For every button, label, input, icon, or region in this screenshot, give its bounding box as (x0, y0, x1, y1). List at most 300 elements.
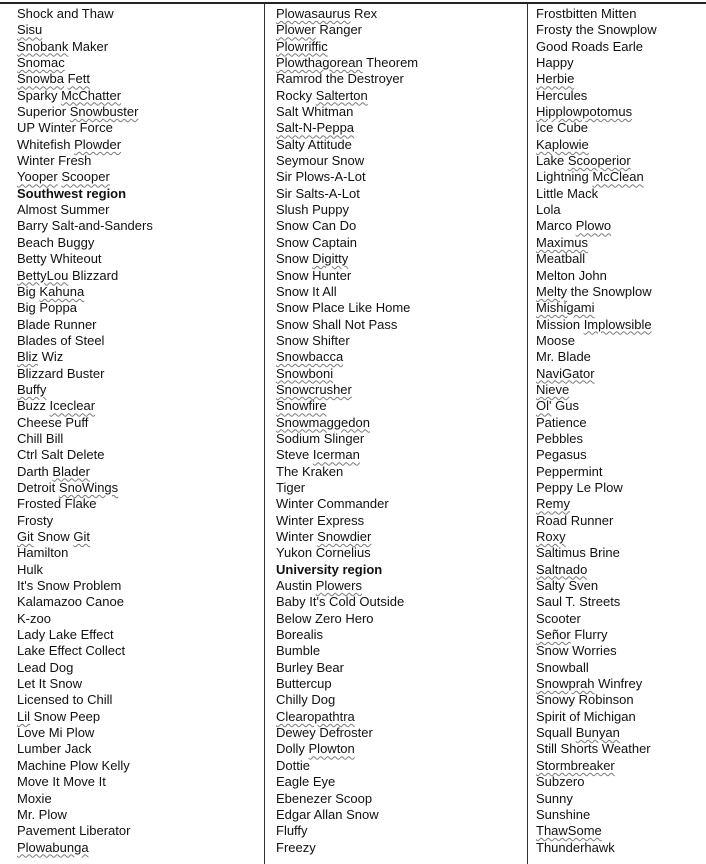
list-item (17, 643, 261, 659)
spellcheck-flagged-word: SnoWings (58, 479, 119, 495)
spellcheck-flagged-word: Git (73, 529, 90, 544)
column-divider-1 (264, 4, 265, 864)
spellcheck-flagged-word: Snomac (17, 55, 65, 71)
list-item (276, 104, 524, 120)
list-item (536, 120, 704, 136)
name-text: Tiger (276, 479, 306, 495)
name-text: Snow It All (276, 283, 337, 299)
name-text: Snow Captain (276, 234, 357, 250)
name-text: Snow Shall Not Pass (276, 316, 398, 332)
list-item (276, 284, 524, 300)
list-item (17, 709, 261, 725)
region-heading (276, 562, 524, 578)
name-text: Betty Whiteout (17, 251, 102, 267)
list-item (276, 529, 524, 545)
list-item (276, 39, 524, 55)
list-item (276, 578, 524, 594)
name-text: Dewey Defroster (276, 725, 373, 741)
name-text: Snow Worries (536, 643, 617, 659)
name-text: Slush Puppy (276, 202, 349, 218)
name-text: Hamilton (17, 545, 69, 561)
list-item (276, 88, 524, 104)
spellcheck-flagged-word: Mishigami (536, 300, 595, 316)
list-item (17, 39, 261, 55)
list-item (536, 333, 704, 349)
name-text: Winter Express (276, 512, 365, 528)
list-item (17, 807, 261, 823)
list-item (276, 660, 524, 676)
spellcheck-flagged-word: Scooper (61, 169, 110, 185)
list-item (536, 513, 704, 529)
list-item (276, 447, 524, 463)
name-text: Squall (536, 725, 576, 741)
name-text: Peppermint (536, 463, 603, 479)
list-item (276, 398, 524, 414)
list-item (17, 169, 261, 185)
spellcheck-flagged-word: BettyLou (17, 267, 69, 283)
list-item (276, 251, 524, 267)
name-text: Salty Sven (536, 578, 599, 594)
name-text: Lead Dog (17, 659, 74, 675)
spellcheck-flagged-word: Icerman (312, 447, 360, 463)
spellcheck-flagged-word: Snowba (17, 71, 64, 87)
name-text: Mission (536, 316, 584, 332)
spellcheck-flagged-word: Yooper (17, 169, 58, 185)
spellcheck-flagged-word: Ol' (536, 398, 552, 414)
list-item (276, 382, 524, 398)
name-text: Winter (276, 529, 318, 544)
name-text: Barry Salt-and-Sanders (17, 218, 153, 234)
list-item (17, 496, 261, 512)
list-item (536, 741, 704, 757)
spellcheck-flagged-word: Snowfire (276, 398, 327, 414)
list-item (536, 22, 704, 38)
list-item (17, 218, 261, 234)
name-text: Sir Plows-A-Lot (276, 169, 366, 185)
spellcheck-flagged-word: Lil (17, 708, 31, 724)
name-text: K-zoo (17, 610, 51, 626)
list-item (536, 169, 704, 185)
list-item (536, 758, 704, 774)
list-item (17, 545, 261, 561)
list-item (276, 791, 524, 807)
name-text: Lake (536, 153, 568, 169)
list-item (17, 611, 261, 627)
name-text: Hercules (536, 87, 588, 103)
spellcheck-flagged-word: McChatter (61, 87, 122, 103)
name-text: Ebenezer Scoop (276, 790, 373, 806)
name-text: Eagle Eye (276, 774, 336, 790)
list-item (17, 447, 261, 463)
list-item (276, 725, 524, 741)
name-text: Snow Peep (30, 708, 101, 724)
list-item (276, 594, 524, 610)
name-text: Fluffy (276, 823, 308, 839)
name-text: Sodium Slinger (276, 430, 365, 446)
list-item (276, 137, 524, 153)
list-item (17, 464, 261, 480)
name-text: Austin (276, 578, 316, 594)
name-text: Theorem (362, 55, 419, 71)
name-text: the Snowplow (567, 283, 652, 299)
spellcheck-flagged-word: Kaplowie (536, 136, 589, 152)
spellcheck-flagged-word: ThawSome (536, 823, 602, 839)
name-text: Sunny (536, 790, 573, 806)
list-item (536, 627, 704, 643)
name-text: Pegasus (536, 447, 587, 463)
name-text: UP Winter Force (17, 120, 113, 136)
list-item (276, 366, 524, 382)
list-item (536, 545, 704, 561)
name-text: Ranger (315, 22, 362, 38)
name-text: Shock and Thaw (17, 6, 114, 21)
list-item (536, 611, 704, 627)
list-item (536, 823, 704, 839)
spellcheck-flagged-word: Snowcrusher (276, 381, 352, 397)
list-item (276, 676, 524, 692)
name-text: Snow Shifter (276, 332, 350, 348)
list-item (17, 6, 261, 22)
column-divider-2 (527, 4, 528, 864)
name-text: Lake Effect Collect (17, 643, 126, 659)
name-text: Moxie (17, 790, 52, 806)
list-item (536, 186, 704, 202)
name-text: Little Mack (536, 185, 599, 201)
list-item (17, 823, 261, 839)
name-text: Rex (350, 6, 378, 21)
spellcheck-flagged-word: Maximus (536, 234, 589, 250)
name-text: Melton John (536, 267, 607, 283)
name-text: Buzz (17, 398, 50, 414)
spellcheck-flagged-word: Snobank (17, 38, 69, 54)
list-item (536, 55, 704, 71)
spellcheck-flagged-word: Hipplowpotomus (536, 104, 633, 120)
name-text: Whitefish (17, 136, 75, 152)
name-text: Sparky (17, 87, 62, 103)
spellcheck-flagged-word: NaviGator (536, 365, 595, 381)
spellcheck-flagged-word: Plowers (315, 578, 362, 594)
list-item (17, 774, 261, 790)
spellcheck-flagged-word: Plowasaurus (276, 6, 351, 21)
name-text: Subzero (536, 774, 585, 790)
spellcheck-flagged-word: Roxy (536, 529, 566, 544)
name-text: Ramrod the Destroyer (276, 71, 404, 87)
list-item (276, 120, 524, 136)
list-item (536, 431, 704, 447)
list-item (536, 251, 704, 267)
name-text: It's Snow Problem (17, 578, 122, 594)
name-text: Happy (536, 55, 574, 71)
name-text: Southwest region (17, 185, 127, 201)
spellcheck-flagged-word: Snowmaggedon (276, 414, 370, 430)
list-item (17, 431, 261, 447)
name-text: Edgar Allan Snow (276, 806, 379, 822)
list-item (536, 562, 704, 578)
spellcheck-flagged-word: Snowboni (276, 365, 334, 381)
name-text: Cheese Puff (17, 414, 89, 430)
name-text: Dolly (276, 741, 309, 757)
name-text: Winfrey (594, 676, 643, 692)
list-item (536, 594, 704, 610)
name-text: Machine Plow Kelly (17, 757, 130, 773)
list-item (17, 55, 261, 71)
list-item (17, 284, 261, 300)
region-heading (17, 186, 261, 202)
name-text: Wiz (37, 349, 64, 365)
name-text: Patience (536, 414, 587, 430)
list-item (536, 791, 704, 807)
list-item (17, 676, 261, 692)
spellcheck-flagged-word: Plowriffic (276, 38, 328, 54)
name-text: Snow Hunter (276, 267, 352, 283)
spellcheck-flagged-word: Herbie (536, 71, 575, 87)
list-item (17, 692, 261, 708)
spellcheck-flagged-word: Plowder (74, 136, 122, 152)
name-text: Good Roads Earle (536, 38, 643, 54)
spellcheck-flagged-word: Saltnado (536, 561, 588, 577)
list-item (17, 366, 261, 382)
name-text: Steve (276, 447, 313, 463)
list-item (17, 349, 261, 365)
spellcheck-flagged-word: Plowton (308, 741, 355, 757)
list-item (17, 594, 261, 610)
list-item (17, 513, 261, 529)
list-item (536, 153, 704, 169)
list-item (536, 202, 704, 218)
spellcheck-flagged-word: Snowbacca (276, 349, 344, 365)
name-text: Yukon Cornelius (276, 545, 371, 561)
name-text: Darth (17, 463, 53, 479)
list-item (276, 513, 524, 529)
list-item (17, 333, 261, 349)
name-text: Flurry (570, 627, 608, 643)
name-text: Frosted Flake (17, 496, 97, 512)
list-item (17, 791, 261, 807)
list-item (276, 709, 524, 725)
list-item (536, 398, 704, 414)
list-item (276, 169, 524, 185)
spellcheck-flagged-word: Digitty (312, 251, 349, 267)
name-text: Big (17, 283, 40, 299)
name-text: Gus (551, 398, 579, 414)
list-item (17, 741, 261, 757)
list-item (276, 480, 524, 496)
name-text: Snowball (536, 659, 589, 675)
list-item (276, 349, 524, 365)
name-text: Blizzard Buster (17, 365, 105, 381)
list-item (17, 235, 261, 251)
list-item (536, 840, 704, 856)
name-text: Kalamazoo Canoe (17, 594, 124, 610)
spellcheck-flagged-word: Plowabunga (17, 839, 89, 855)
list-item (536, 415, 704, 431)
name-text: Pebbles (536, 430, 583, 446)
list-item (17, 529, 261, 545)
list-item (536, 725, 704, 741)
list-item (276, 840, 524, 856)
list-item (276, 300, 524, 316)
name-text: Saltimus (536, 545, 586, 561)
list-item (17, 317, 261, 333)
list-item (536, 284, 704, 300)
name-text: Mr. Blade (536, 349, 591, 365)
name-text: Saul T. Streets (536, 594, 621, 610)
list-item (276, 545, 524, 561)
list-item (276, 611, 524, 627)
list-item (536, 692, 704, 708)
list-item (17, 627, 261, 643)
spellcheck-flagged-word: Salterton (315, 87, 368, 103)
list-item (536, 643, 704, 659)
spellcheck-flagged-word: Plower (276, 22, 316, 38)
name-text: Thunderhawk (536, 839, 615, 855)
list-item (17, 415, 261, 431)
name-text: Winter Commander (276, 496, 389, 512)
list-item (17, 660, 261, 676)
name-text: Borealis (276, 627, 323, 643)
spellcheck-flagged-word: Iceclear (49, 398, 96, 414)
name-text: Blades of Steel (17, 332, 105, 348)
spellcheck-flagged-word: Plowthagorean (276, 55, 363, 71)
spellcheck-flagged-word: Nieve (536, 381, 570, 397)
spellcheck-flagged-word: Implowsible (583, 316, 652, 332)
name-text: Lola (536, 202, 561, 218)
spellcheck-flagged-word: Kahuna (39, 283, 85, 299)
name-text: Frosty (17, 512, 54, 528)
list-item (536, 676, 704, 692)
list-item (536, 39, 704, 55)
name-text: Ctrl Salt Delete (17, 447, 105, 463)
spellcheck-flagged-word: Snowprah (536, 676, 595, 692)
list-item (276, 496, 524, 512)
spellcheck-flagged-word: Snowbuster (69, 104, 139, 120)
list-item (536, 268, 704, 284)
name-text: Frostbitten Mitten (536, 6, 637, 21)
name-text: Superior (17, 104, 70, 120)
list-item (17, 202, 261, 218)
name-text: Chill Bill (17, 430, 64, 446)
name-text: Maker (68, 38, 109, 54)
list-item (17, 725, 261, 741)
list-item (276, 22, 524, 38)
spellcheck-flagged-word: Señor (536, 627, 571, 643)
name-text: Lady Lake Effect (17, 627, 114, 643)
name-column-3 (536, 6, 704, 856)
name-text: Blizzard (68, 267, 119, 283)
list-item (276, 464, 524, 480)
list-item (536, 382, 704, 398)
list-item (17, 88, 261, 104)
list-item (17, 300, 261, 316)
list-item (536, 496, 704, 512)
list-item (536, 529, 704, 545)
list-item (536, 317, 704, 333)
name-text: Buttercup (276, 676, 332, 692)
list-item (276, 202, 524, 218)
list-item (276, 741, 524, 757)
spellcheck-flagged-word: Plowo (575, 218, 612, 234)
name-text: Almost Summer (17, 202, 110, 218)
list-item (536, 235, 704, 251)
name-text: Scooter (536, 610, 581, 626)
list-item (17, 251, 261, 267)
list-item (276, 692, 524, 708)
list-item (276, 758, 524, 774)
spellcheck-flagged-word: Stormbreaker (536, 757, 615, 773)
name-text: Sunshine (536, 806, 591, 822)
spellcheck-flagged-word: Snowdier (317, 529, 372, 544)
name-column-2 (276, 6, 524, 856)
list-item (536, 6, 704, 22)
list-item (536, 464, 704, 480)
name-text: Marco (536, 218, 576, 234)
name-text: Move It Move It (17, 774, 106, 790)
name-text: Snow Can Do (276, 218, 357, 234)
name-text: Pavement Liberator (17, 823, 131, 839)
list-item (536, 480, 704, 496)
spellcheck-flagged-word: Bliz (17, 349, 38, 365)
name-text: Rocky (276, 87, 316, 103)
list-item (17, 562, 261, 578)
list-item (536, 137, 704, 153)
spellcheck-flagged-word: Melty (536, 283, 568, 299)
list-item (536, 71, 704, 87)
name-text: Brine (585, 545, 620, 561)
name-text: Snow (276, 251, 313, 267)
list-item (17, 22, 261, 38)
list-item (536, 447, 704, 463)
name-text: Lightning (536, 169, 593, 185)
name-text: Burley Bear (276, 659, 344, 675)
list-item (276, 186, 524, 202)
name-text: Detroit (17, 479, 59, 495)
list-item (276, 218, 524, 234)
name-text: Lumber Jack (17, 741, 92, 757)
list-item (276, 431, 524, 447)
name-text: Seymour Snow (276, 153, 365, 169)
name-text: Licensed to Chill (17, 692, 113, 708)
name-text: Peppy Le Plow (536, 479, 623, 495)
list-item (536, 349, 704, 365)
name-text: Baby It's Cold Outside (276, 594, 405, 610)
name-text: Spirit of Michigan (536, 708, 636, 724)
list-item (17, 153, 261, 169)
name-text: Beach Buggy (17, 234, 95, 250)
list-item (536, 807, 704, 823)
name-text: Frosty the Snowplow (536, 22, 657, 38)
name-text: Big Poppa (17, 300, 77, 316)
list-item (536, 774, 704, 790)
name-text: Salt Whitman (276, 104, 354, 120)
name-text: Ice Cube (536, 120, 589, 136)
list-item (276, 55, 524, 71)
list-item (536, 366, 704, 382)
name-text: Chilly Dog (276, 692, 336, 708)
name-text: Winter Fresh (17, 153, 92, 169)
list-item (17, 480, 261, 496)
list-item (276, 333, 524, 349)
name-text: Hulk (17, 561, 44, 577)
spellcheck-flagged-word: Fett (67, 71, 91, 87)
top-rule (0, 2, 706, 4)
spellcheck-flagged-word: Clearopathtra (276, 708, 355, 724)
list-item (17, 382, 261, 398)
list-item (536, 660, 704, 676)
list-item (276, 235, 524, 251)
spellcheck-flagged-word: Sisu (17, 22, 43, 38)
list-item (17, 840, 261, 856)
list-item (276, 774, 524, 790)
